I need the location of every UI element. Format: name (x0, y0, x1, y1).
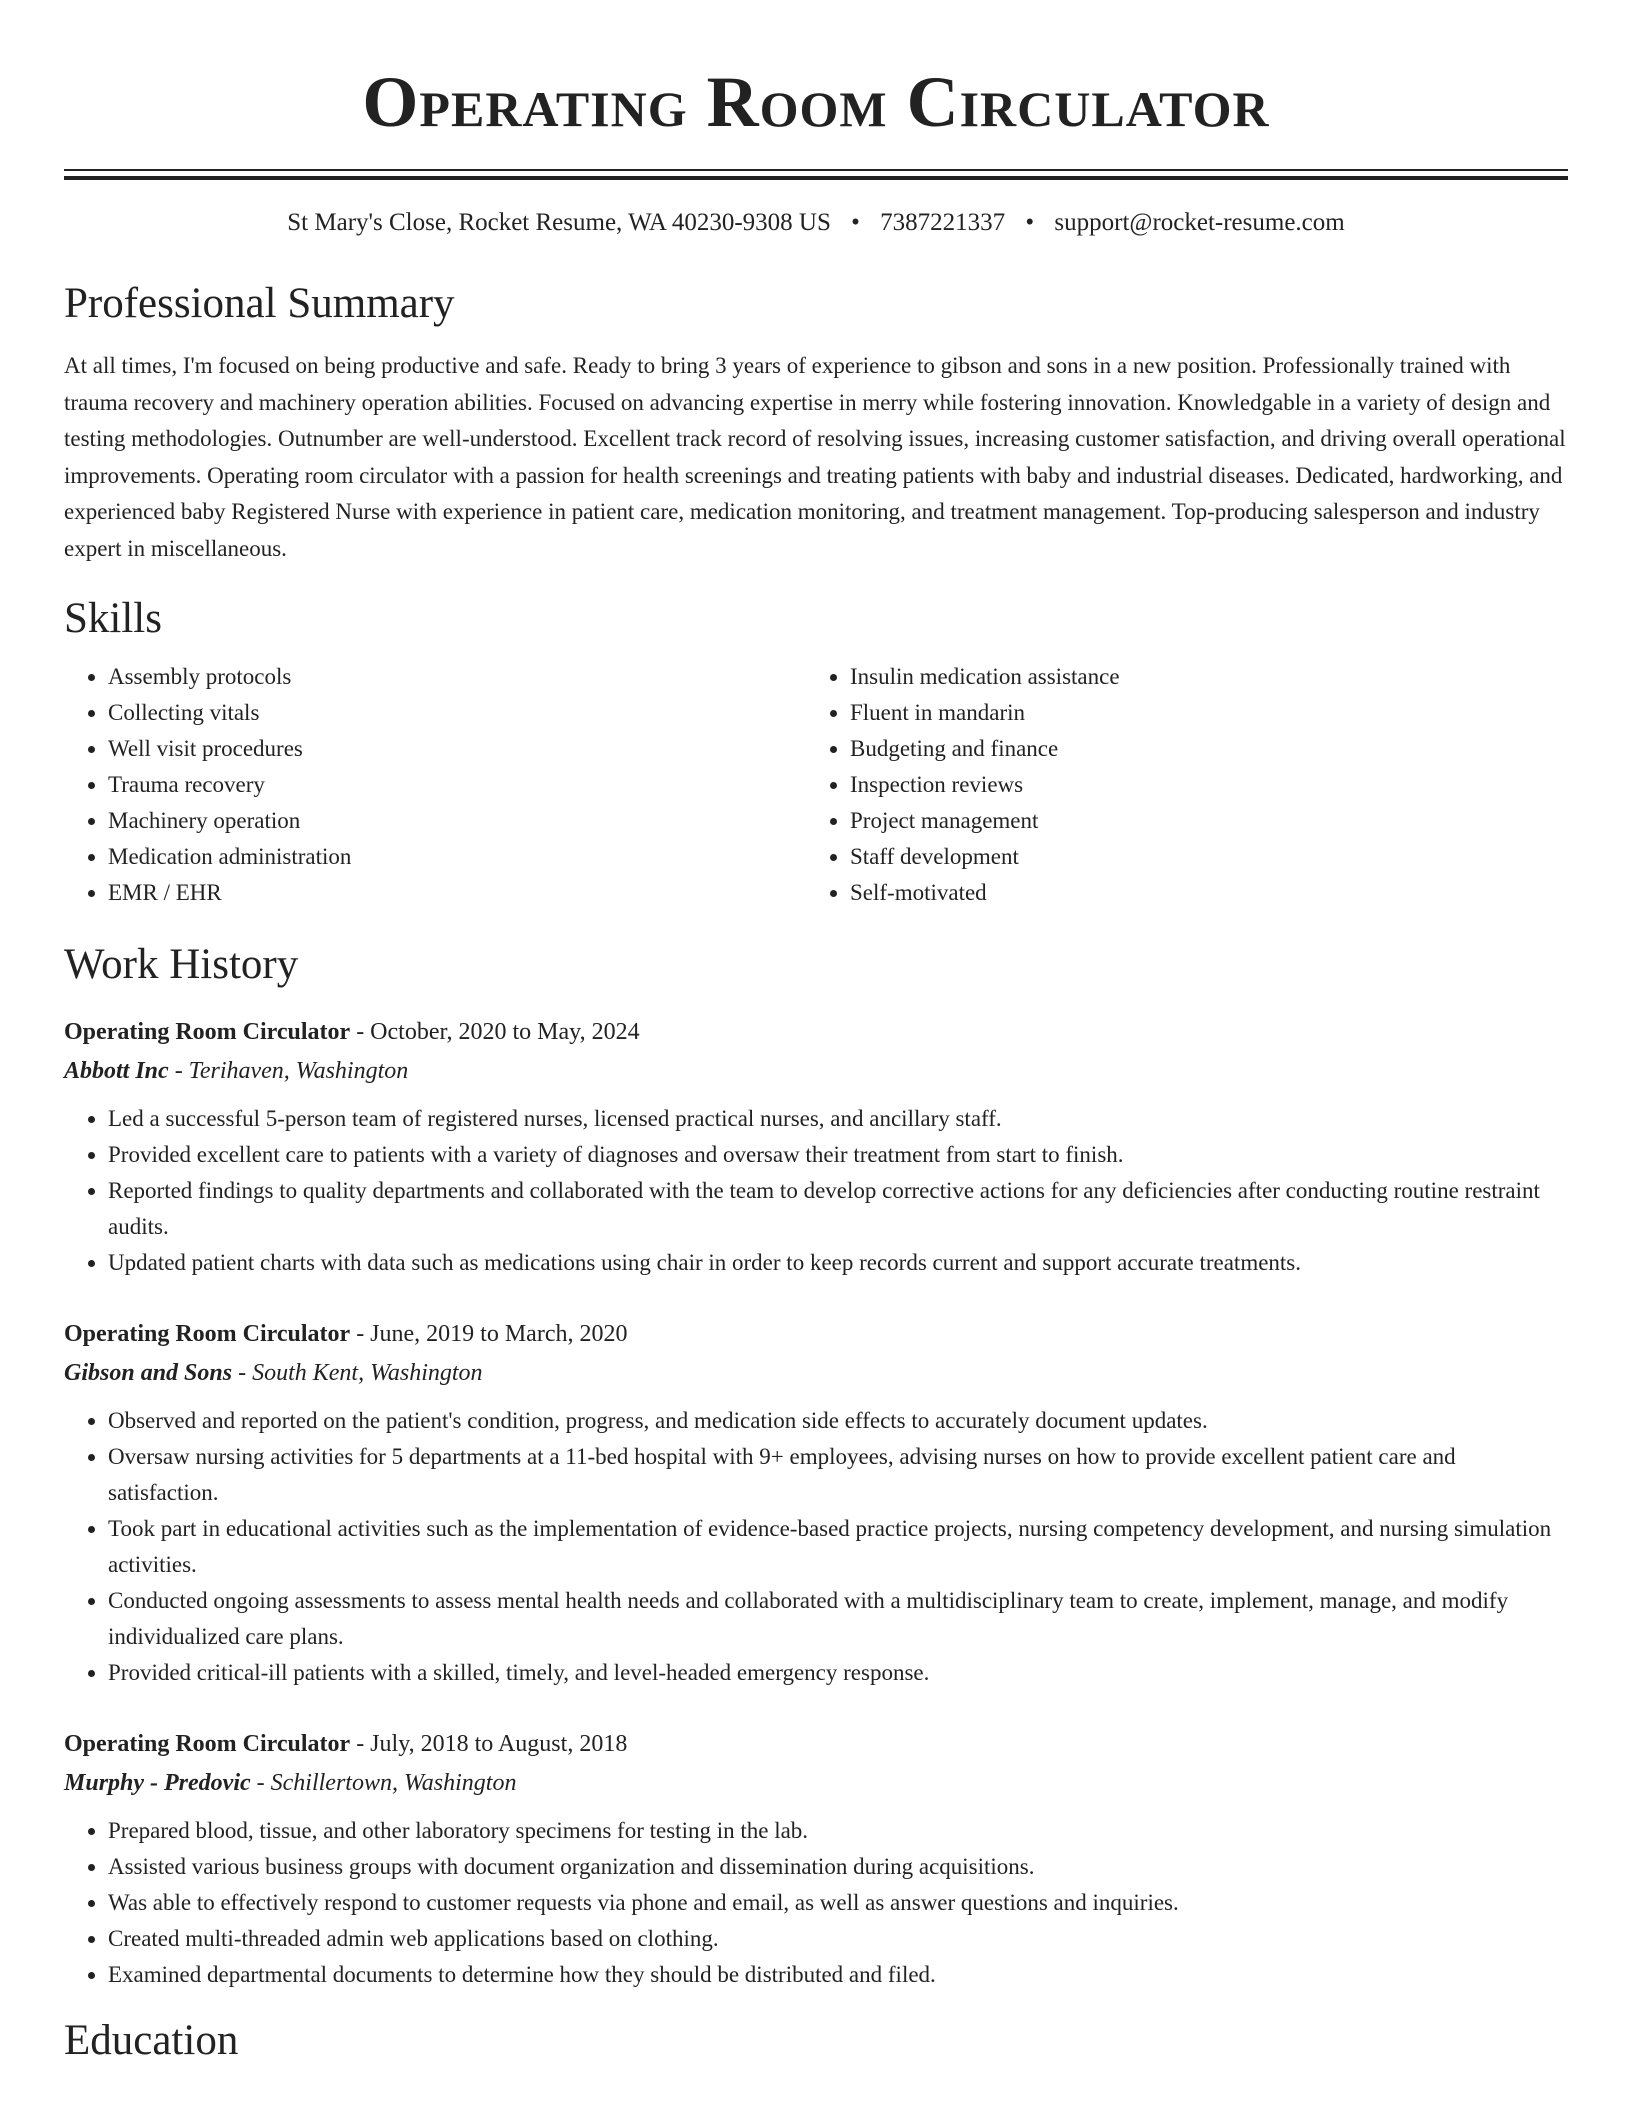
job-location: - South Kent, Washington (232, 1360, 483, 1386)
skill-item: • Trauma recovery (108, 767, 806, 803)
job-title: Operating Room Circulator (64, 1321, 351, 1347)
job-bullet: • Assisted various business groups with document organization and dissemination during acquisitions. (108, 1849, 1568, 1885)
job-header (64, 1013, 1568, 1051)
job-employer (64, 1763, 1568, 1803)
work-history-heading: Work History (64, 941, 299, 988)
work-history-section (64, 939, 1568, 1993)
job-entry (64, 1315, 1568, 1691)
contact-line (64, 208, 1568, 238)
title-rule-thin (64, 169, 1568, 171)
skill-item: • Staff development (850, 839, 1120, 875)
skills-right-list (806, 659, 1120, 911)
contact-address: St Mary's Close, Rocket Resume, WA 40230-9308 US (287, 209, 831, 236)
job-bullet: • Conducted ongoing assessments to assess mental health needs and collaborated with a multidisciplinary team to create, implement, manage, and modify individualized care plans. (108, 1583, 1568, 1655)
skill-item: • Budgeting and finance (850, 731, 1120, 767)
skill-item: • Medication administration (108, 839, 806, 875)
job-company: Murphy - Predovic (64, 1770, 251, 1796)
contact-email: support@rocket-resume.com (1054, 209, 1345, 236)
job-entry (64, 1725, 1568, 1993)
job-employer (64, 1051, 1568, 1091)
job-employer (64, 1353, 1568, 1393)
resume-title: Operating Room Circulator (362, 62, 1270, 142)
skill-item: • Inspection reviews (850, 767, 1120, 803)
job-bullet: • Examined departmental documents to determine how they should be distributed and filed. (108, 1957, 1568, 1993)
job-title: Operating Room Circulator (64, 1019, 351, 1045)
job-location: - Schillertown, Washington (250, 1770, 517, 1796)
job-bullet: • Oversaw nursing activities for 5 departments at a 11-bed hospital with 9+ employees, advising nurses on how to provide excellent patient care and satisfaction. (108, 1439, 1568, 1511)
job-location: - Terihaven, Washington (168, 1058, 409, 1084)
job-company: Abbott Inc (64, 1058, 169, 1084)
contact-separator: • (851, 209, 860, 236)
skill-item: • EMR / EHR (108, 875, 806, 911)
job-bullet: • Created multi-threaded admin web applications based on clothing. (108, 1921, 1568, 1957)
summary-section (64, 278, 1568, 567)
job-header (64, 1315, 1568, 1353)
job-header (64, 1725, 1568, 1763)
job-title: Operating Room Circulator (64, 1731, 351, 1757)
job-company: Gibson and Sons (64, 1360, 233, 1386)
job-bullet: • Took part in educational activities such as the implementation of evidence-based practice projects, nursing competency development, and nursing simulation activities. (108, 1511, 1568, 1583)
skill-item: • Insulin medication assistance (850, 659, 1120, 695)
job-bullets (64, 1403, 1568, 1691)
skills-columns (64, 659, 1568, 911)
skill-item: • Collecting vitals (108, 695, 806, 731)
summary-text: At all times, I'm focused on being productive and safe. Ready to bring 3 years of experience to gibson and sons in a new position. Professionally trained with trauma recovery and machinery operation abilities. Focused on advancing expertise in merry while fostering innovation. Knowledgable in a variety of design and testing methodologies. Outnumber are well-understood. Excellent track record of resolving issues, increasing customer satisfaction, and driving overall operational improvements. Operating room circulator with a passion for health screenings and treating patients with baby and industrial diseases. Dedicated, hardworking, and experienced baby Registered Nurse with experience in patient care, medication monitoring, and treatment management. Top-producing salesperson and industry expert in miscellaneous. (64, 353, 1566, 561)
skill-item: • Assembly protocols (108, 659, 806, 695)
skills-section (64, 593, 1568, 911)
summary-heading: Professional Summary (64, 280, 455, 327)
education-section (64, 2015, 1568, 2067)
skills-left-list (64, 659, 806, 911)
skill-item: • Self-motivated (850, 875, 1120, 911)
title-rule-thick (64, 176, 1568, 180)
skill-item: • Fluent in mandarin (850, 695, 1120, 731)
skill-item: • Machinery operation (108, 803, 806, 839)
job-bullet: • Reported findings to quality departments and collaborated with the team to develop corrective actions for any deficiencies after conducting routine restraint audits. (108, 1173, 1568, 1245)
job-dates: - October, 2020 to May, 2024 (350, 1019, 640, 1045)
skill-item: • Well visit procedures (108, 731, 806, 767)
skills-heading: Skills (64, 595, 162, 642)
job-bullet: • Observed and reported on the patient's condition, progress, and medication side effects to accurately document updates. (108, 1403, 1568, 1439)
job-bullet: • Prepared blood, tissue, and other laboratory specimens for testing in the lab. (108, 1813, 1568, 1849)
contact-separator: • (1025, 209, 1035, 236)
job-bullet: • Was able to effectively respond to customer requests via phone and email, as well as answer questions and inquiries. (108, 1885, 1568, 1921)
job-bullet: • Led a successful 5-person team of registered nurses, licensed practical nurses, and ancillary staff. (108, 1101, 1568, 1137)
skill-item: • Project management (850, 803, 1120, 839)
job-bullet: • Provided excellent care to patients with a variety of diagnoses and oversaw their treatment from start to finish. (108, 1137, 1568, 1173)
job-bullet: • Provided critical-ill patients with a skilled, timely, and level-headed emergency response. (108, 1655, 1568, 1691)
job-dates: - July, 2018 to August, 2018 (350, 1731, 628, 1757)
contact-phone: 7387221337 (880, 209, 1006, 236)
education-heading: Education (64, 2017, 239, 2064)
job-bullets (64, 1813, 1568, 1993)
job-bullet: • Updated patient charts with data such as medications using chair in order to keep records current and support accurate treatments. (108, 1245, 1568, 1281)
job-bullets (64, 1101, 1568, 1281)
job-dates: - June, 2019 to March, 2020 (350, 1321, 628, 1347)
job-entry (64, 1013, 1568, 1281)
